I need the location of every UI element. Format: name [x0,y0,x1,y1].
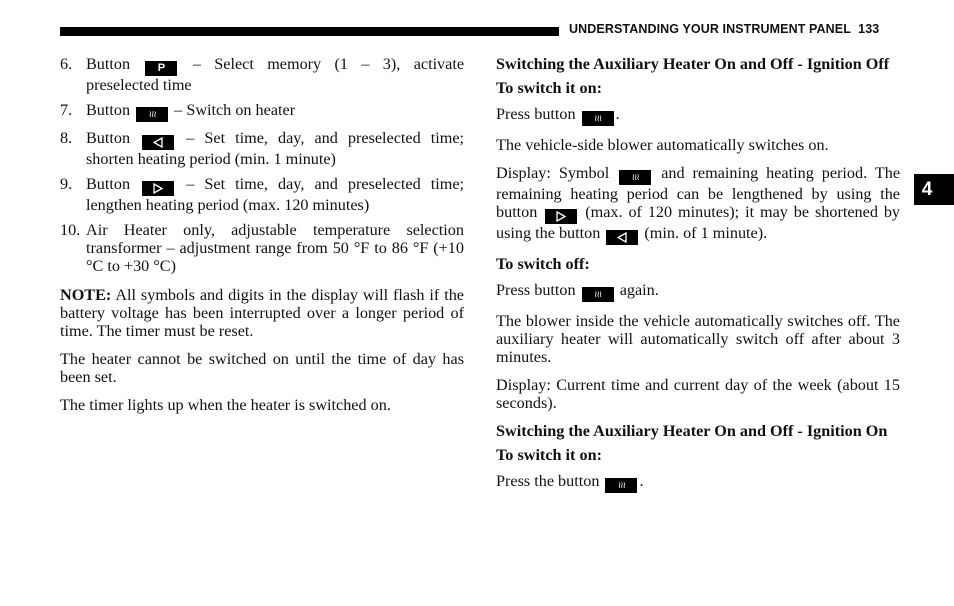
paragraph: The heater cannot be switched on until the time of day has been set. [60,350,464,386]
section-heading: Switching the Auxiliary Heater On and Off - Ignition On [496,422,888,440]
left-arrow-button-icon [142,135,174,150]
paragraph-text: Press button [496,105,576,123]
note-text: All symbols and digits in the display will flash if the battery voltage has been interrupted over a longer period of time. The timer must be reset. [60,286,464,340]
item-text: – Select memory (1 – 3), activate preselected time [86,55,465,94]
right-column [496,55,900,503]
heater-button-icon [136,107,168,122]
heater-glyph: ≀≀≀ [148,110,156,120]
paragraph-text: again. [619,281,659,299]
left-arrow-button-icon [606,230,638,245]
heater-button-icon [582,111,614,126]
paragraph [496,472,900,493]
paragraph-text: . [639,472,644,490]
running-header [569,22,879,36]
section-title: UNDERSTANDING YOUR INSTRUMENT PANEL [569,22,851,36]
item-text: Button [86,101,131,119]
paragraph-text: . [615,105,620,123]
item-text: Button [86,55,131,73]
paragraph-text: (min. of 1 minute). [644,224,768,242]
item-text: – Switch on heater [174,101,296,119]
p-button-icon: P [145,61,177,76]
list-item [60,55,464,94]
item-number: 8. [60,129,73,147]
paragraph [496,164,900,245]
header-rule [60,27,559,36]
heater-glyph: ≀≀≀ [594,114,602,124]
heater-button-icon [605,478,637,493]
page-number: 133 [858,22,880,36]
item-number: 6. [60,55,73,73]
heater-glyph: ≀≀≀ [617,481,626,491]
paragraph-text: Display: Symbol [496,164,610,182]
heater-glyph: ≀≀≀ [594,290,602,300]
paragraph-text: (max. of 120 minutes); it may be shortened by using the button [496,203,901,242]
item-text: – Set time, day, and preselected time; lengthen heating period (max. 120 minutes) [86,175,465,214]
item-text: Button [86,175,131,193]
paragraph: Display: Current time and current day of the week (about 15 seconds). [496,376,900,412]
paragraph: The timer lights up when the heater is switched on. [60,396,391,414]
section-heading: Switching the Auxiliary Heater On and Off - Ignition Off [496,55,890,73]
item-number: 10. [60,221,81,239]
paragraph: The blower inside the vehicle automatically switches off. The auxiliary heater will automatically switch off after about 3 minutes. [496,312,900,366]
heater-button-icon [619,170,651,185]
chapter-tab: 4 [914,174,954,205]
subheading: To switch it on: [496,79,602,97]
heater-button-icon [582,287,614,302]
right-arrow-button-icon [545,209,577,224]
list-item [60,175,464,214]
paragraph [496,105,900,126]
note-paragraph [60,286,464,340]
left-column [60,55,464,424]
item-text: Button [86,129,131,147]
heater-glyph: ≀≀≀ [631,173,639,183]
list-item [60,129,464,168]
item-number: 7. [60,101,73,119]
item-number: 9. [60,175,73,193]
paragraph [496,281,900,302]
paragraph-text: Press the button [496,472,600,490]
right-arrow-button-icon [142,181,174,196]
paragraph-text: Press button [496,281,576,299]
item-text: Air Heater only, adjustable temperature selection transformer – adjustment range from 50 °F to 86 °F (+10 °C to +30 °C) [86,221,464,275]
paragraph: The vehicle-side blower automatically switches on. [496,136,829,154]
paragraph-text: and remaining heating period. The remaining heating period can be lengthened by using the button [496,164,901,221]
subheading: To switch it on: [496,446,602,464]
subheading: To switch off: [496,255,590,273]
list-item [60,221,464,275]
note-label: NOTE: [60,286,112,304]
item-text: – Set time, day, and preselected time; shorten heating period (min. 1 minute) [86,129,465,168]
list-item [60,101,464,122]
